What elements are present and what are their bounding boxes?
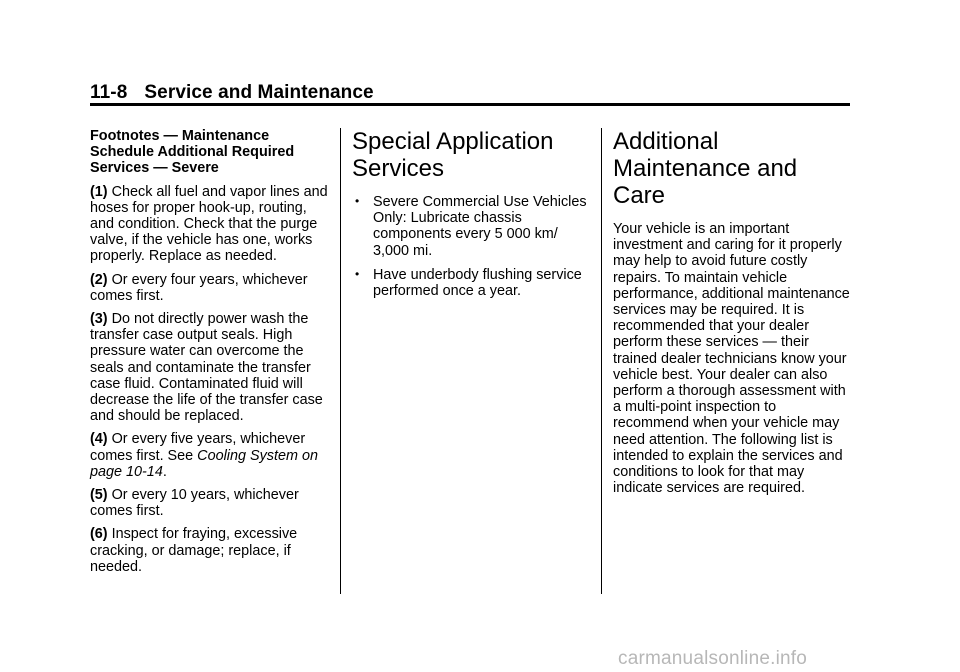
bullet-icon: • [355,194,360,208]
footnote-number: (1) [90,183,108,200]
footnote-text: Or every 10 years, whichever comes first. [90,487,299,520]
bullet-icon: • [355,266,360,281]
list-item [352,194,590,259]
watermark-text: carmanualsonline.info [618,648,808,669]
header-rule [90,103,850,106]
cross-reference-link[interactable]: Cooling System on page 10-14 [90,447,318,480]
section-title: Special Application Services [352,128,554,182]
footnotes-column [90,128,330,582]
column-divider [601,128,602,594]
footnote-number: (6) [90,526,108,543]
list-item [352,267,590,299]
footnote [90,431,330,480]
footnote [90,184,330,265]
bullet-list [352,194,590,299]
body-paragraph: Your vehicle is an important investment and caring for it properly may help to avoid future costly repairs. To maintain vehicle performance, additional maintenance services may be required. It is recommended that your dealer perform these services — their trained dealer technicians know your vehicle best. Your dealer can also perform a thorough assessment with a multi-point inspection to recommend when your vehicle may need attention. The following list is intended to explain the services and conditions to look for that may indicate services are required. [613,221,850,497]
footnote [90,272,330,304]
page-header [90,80,850,106]
footnote-number: (2) [90,271,108,288]
footnote [90,526,330,575]
footnote-text-end: . [162,463,167,480]
special-services-column [352,128,590,307]
footnote-number: (4) [90,431,108,448]
footnote-text: Check all fuel and vapor lines and hoses for proper hook-up, routing, and condition. Check that the purge valve, if the vehicle has one, works properly. Replace as needed. [90,183,328,265]
footnote-text: Or every four years, whichever comes first. [90,271,308,304]
footnote-text: Or every five years, whichever comes first. See [90,431,306,464]
section-name: Service and Maintenance [144,82,374,103]
section-title: Additional Maintenance and Care [613,128,798,209]
footnote [90,311,330,424]
footnote-number: (3) [90,311,108,328]
header-title [90,82,374,104]
footnotes-heading: Footnotes — Maintenance Schedule Additional Required Services — Severe [90,128,295,177]
list-item-text: Severe Commercial Use Vehicles Only: Lubricate chassis components every 5 000 km/ 3,000 mi. [373,194,587,259]
column-divider [340,128,341,594]
footnote-number: (5) [90,487,108,504]
page-number: 11-8 [90,82,128,103]
additional-care-column [613,128,853,496]
footnote [90,487,330,519]
footnote-text: Inspect for fraying, excessive cracking, or damage; replace, if needed. [90,526,298,575]
list-item-text: Have underbody flushing service performed once a year. [373,266,582,300]
footnote-text: Do not directly power wash the transfer case output seals. High pressure water can overcome the seals and contaminate the transfer case fluid. Contaminated fluid will decrease the life of the transfer case and should be replaced. [90,311,323,425]
